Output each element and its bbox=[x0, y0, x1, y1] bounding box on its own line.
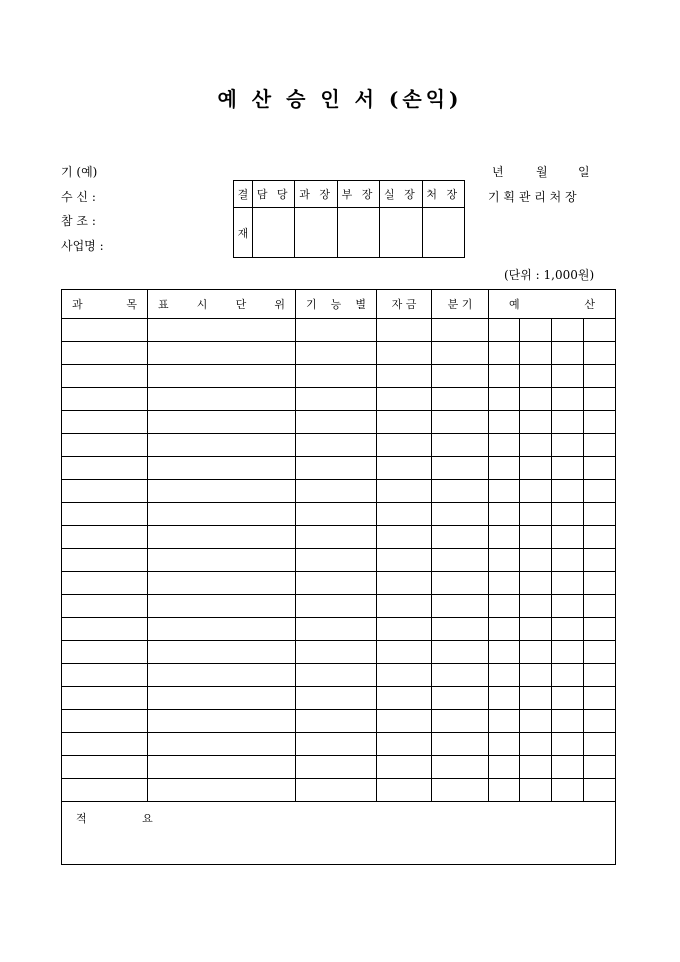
project-name-label: 사업명 : bbox=[61, 239, 104, 253]
table-cell[interactable] bbox=[377, 526, 432, 549]
table-cell[interactable] bbox=[584, 549, 616, 572]
table-cell[interactable] bbox=[520, 365, 552, 388]
approval-box bbox=[233, 180, 465, 258]
table-cell[interactable] bbox=[148, 434, 296, 457]
table-cell[interactable] bbox=[584, 342, 616, 365]
table-cell[interactable] bbox=[296, 457, 377, 480]
planning-manager-label: 기 획 관 리 처 장 bbox=[488, 190, 577, 204]
table-cell[interactable] bbox=[62, 572, 148, 595]
table-cell[interactable] bbox=[62, 365, 148, 388]
table-cell[interactable] bbox=[62, 618, 148, 641]
table-cell[interactable] bbox=[520, 572, 552, 595]
table-cell[interactable] bbox=[552, 388, 584, 411]
table-cell[interactable] bbox=[62, 457, 148, 480]
table-cell[interactable] bbox=[432, 687, 489, 710]
table-cell[interactable] bbox=[489, 457, 520, 480]
table-cell[interactable] bbox=[62, 388, 148, 411]
table-cell[interactable] bbox=[552, 480, 584, 503]
table-cell[interactable] bbox=[432, 342, 489, 365]
table-cell[interactable] bbox=[148, 319, 296, 342]
table-cell[interactable] bbox=[148, 503, 296, 526]
table-cell[interactable] bbox=[296, 733, 377, 756]
table-cell[interactable] bbox=[584, 733, 616, 756]
table-cell[interactable] bbox=[552, 526, 584, 549]
table-cell[interactable] bbox=[62, 641, 148, 664]
table-row bbox=[62, 595, 616, 618]
table-cell[interactable] bbox=[432, 503, 489, 526]
table-cell[interactable] bbox=[148, 365, 296, 388]
table-cell[interactable] bbox=[432, 733, 489, 756]
table-cell[interactable] bbox=[148, 388, 296, 411]
table-cell[interactable] bbox=[552, 710, 584, 733]
table-cell[interactable] bbox=[148, 411, 296, 434]
table-row bbox=[62, 365, 616, 388]
table-cell[interactable] bbox=[552, 503, 584, 526]
table-cell[interactable] bbox=[520, 411, 552, 434]
table-row bbox=[62, 687, 616, 710]
table-cell[interactable] bbox=[296, 756, 377, 779]
table-row bbox=[62, 756, 616, 779]
table-cell[interactable] bbox=[432, 526, 489, 549]
table-cell[interactable] bbox=[377, 733, 432, 756]
approval-header: 과 장 bbox=[295, 181, 337, 208]
table-cell[interactable] bbox=[62, 342, 148, 365]
table-cell[interactable] bbox=[520, 480, 552, 503]
table-cell[interactable] bbox=[62, 756, 148, 779]
table-cell[interactable] bbox=[377, 503, 432, 526]
table-cell[interactable] bbox=[584, 503, 616, 526]
table-cell[interactable] bbox=[296, 526, 377, 549]
table-cell[interactable] bbox=[432, 756, 489, 779]
table-cell[interactable] bbox=[584, 388, 616, 411]
table-row bbox=[62, 503, 616, 526]
table-cell[interactable] bbox=[377, 641, 432, 664]
table-row bbox=[62, 664, 616, 687]
signature-cell[interactable] bbox=[337, 208, 379, 258]
table-cell[interactable] bbox=[520, 434, 552, 457]
table-cell[interactable] bbox=[377, 411, 432, 434]
table-cell[interactable] bbox=[377, 365, 432, 388]
table-cell[interactable] bbox=[552, 549, 584, 572]
table-cell[interactable] bbox=[552, 319, 584, 342]
table-cell[interactable] bbox=[432, 664, 489, 687]
table-cell[interactable] bbox=[148, 526, 296, 549]
signature-cell[interactable] bbox=[295, 208, 337, 258]
signature-cell[interactable] bbox=[253, 208, 295, 258]
table-cell[interactable] bbox=[62, 503, 148, 526]
table-row bbox=[62, 641, 616, 664]
table-cell[interactable] bbox=[62, 595, 148, 618]
table-cell[interactable] bbox=[520, 779, 552, 802]
table-cell[interactable] bbox=[148, 641, 296, 664]
header-function: 기 능 별 bbox=[296, 290, 377, 319]
table-cell[interactable] bbox=[489, 503, 520, 526]
origin-label: 기 (예) bbox=[61, 165, 98, 179]
table-cell[interactable] bbox=[432, 434, 489, 457]
table-cell[interactable] bbox=[489, 342, 520, 365]
table-row bbox=[62, 779, 616, 802]
table-cell[interactable] bbox=[552, 779, 584, 802]
table-cell[interactable] bbox=[377, 480, 432, 503]
month-label: 월 bbox=[536, 165, 548, 179]
table-cell[interactable] bbox=[377, 572, 432, 595]
table-cell[interactable] bbox=[552, 687, 584, 710]
table-cell[interactable] bbox=[296, 618, 377, 641]
approval-side-bottom: 재 bbox=[234, 208, 253, 258]
table-cell[interactable] bbox=[489, 365, 520, 388]
table-cell[interactable] bbox=[584, 687, 616, 710]
table-cell[interactable] bbox=[148, 457, 296, 480]
table-cell[interactable] bbox=[296, 779, 377, 802]
table-cell[interactable] bbox=[296, 319, 377, 342]
table-cell[interactable] bbox=[377, 388, 432, 411]
table-cell[interactable] bbox=[584, 526, 616, 549]
table-cell[interactable] bbox=[520, 710, 552, 733]
reference-label: 참 조 : bbox=[61, 214, 96, 228]
table-cell[interactable] bbox=[62, 733, 148, 756]
table-cell[interactable] bbox=[584, 480, 616, 503]
table-cell[interactable] bbox=[148, 664, 296, 687]
table-cell[interactable] bbox=[148, 710, 296, 733]
table-cell[interactable] bbox=[296, 664, 377, 687]
table-cell[interactable] bbox=[377, 779, 432, 802]
header-display-unit: 표 시 단 위 bbox=[148, 290, 296, 319]
table-cell[interactable] bbox=[584, 457, 616, 480]
table-cell[interactable] bbox=[432, 595, 489, 618]
table-cell[interactable] bbox=[552, 733, 584, 756]
approval-header: 담 당 bbox=[253, 181, 295, 208]
table-cell[interactable] bbox=[296, 687, 377, 710]
table-cell[interactable] bbox=[148, 342, 296, 365]
table-cell[interactable] bbox=[584, 779, 616, 802]
table-row bbox=[62, 319, 616, 342]
table-cell[interactable] bbox=[489, 388, 520, 411]
table-cell[interactable] bbox=[62, 526, 148, 549]
table-cell[interactable] bbox=[296, 365, 377, 388]
table-cell[interactable] bbox=[520, 687, 552, 710]
table-cell[interactable] bbox=[432, 641, 489, 664]
table-cell[interactable] bbox=[148, 595, 296, 618]
table-cell[interactable] bbox=[296, 710, 377, 733]
table-cell[interactable] bbox=[489, 434, 520, 457]
table-cell[interactable] bbox=[432, 411, 489, 434]
table-header-row bbox=[62, 290, 616, 319]
table-cell[interactable] bbox=[62, 319, 148, 342]
table-cell[interactable] bbox=[489, 618, 520, 641]
table-cell[interactable] bbox=[377, 457, 432, 480]
table-cell[interactable] bbox=[584, 319, 616, 342]
table-cell[interactable] bbox=[148, 687, 296, 710]
approval-header: 실 장 bbox=[380, 181, 422, 208]
table-row bbox=[62, 526, 616, 549]
table-cell[interactable] bbox=[432, 618, 489, 641]
table-row bbox=[62, 411, 616, 434]
table-cell[interactable] bbox=[489, 549, 520, 572]
table-row bbox=[62, 618, 616, 641]
table-cell[interactable] bbox=[432, 779, 489, 802]
table-cell[interactable] bbox=[584, 710, 616, 733]
table-row bbox=[62, 572, 616, 595]
table-cell[interactable] bbox=[552, 342, 584, 365]
table-cell[interactable] bbox=[584, 595, 616, 618]
table-cell[interactable] bbox=[377, 434, 432, 457]
table-cell[interactable] bbox=[296, 480, 377, 503]
header-quarter: 분 기 bbox=[432, 290, 489, 319]
table-cell[interactable] bbox=[377, 710, 432, 733]
table-cell[interactable] bbox=[296, 388, 377, 411]
table-cell[interactable] bbox=[62, 664, 148, 687]
table-cell[interactable] bbox=[432, 710, 489, 733]
table-cell[interactable] bbox=[552, 572, 584, 595]
table-cell[interactable] bbox=[520, 388, 552, 411]
table-cell[interactable] bbox=[552, 756, 584, 779]
table-cell[interactable] bbox=[432, 457, 489, 480]
year-label: 년 bbox=[492, 165, 504, 179]
table-cell[interactable] bbox=[584, 572, 616, 595]
table-cell[interactable] bbox=[489, 664, 520, 687]
table-cell[interactable] bbox=[489, 480, 520, 503]
recipient-label: 수 신 : bbox=[61, 190, 96, 204]
table-cell[interactable] bbox=[377, 319, 432, 342]
table-cell[interactable] bbox=[520, 549, 552, 572]
table-row bbox=[62, 549, 616, 572]
table-cell[interactable] bbox=[552, 457, 584, 480]
day-label: 일 bbox=[578, 165, 590, 179]
table-cell[interactable] bbox=[489, 572, 520, 595]
table-cell[interactable] bbox=[489, 319, 520, 342]
approval-side-top: 결 bbox=[234, 181, 253, 208]
unit-note: (단위 : 1,000원) bbox=[504, 268, 595, 282]
table-cell[interactable] bbox=[489, 687, 520, 710]
table-cell[interactable] bbox=[62, 779, 148, 802]
table-row bbox=[62, 457, 616, 480]
table-cell[interactable] bbox=[296, 434, 377, 457]
approval-header: 부 장 bbox=[337, 181, 379, 208]
table-cell[interactable] bbox=[520, 756, 552, 779]
table-row bbox=[62, 342, 616, 365]
table-cell[interactable] bbox=[552, 618, 584, 641]
table-cell[interactable] bbox=[296, 595, 377, 618]
table-cell[interactable] bbox=[489, 411, 520, 434]
table-cell[interactable] bbox=[377, 756, 432, 779]
table-cell[interactable] bbox=[148, 779, 296, 802]
table-cell[interactable] bbox=[62, 549, 148, 572]
table-cell[interactable] bbox=[520, 457, 552, 480]
table-cell[interactable] bbox=[520, 664, 552, 687]
table-cell[interactable] bbox=[377, 687, 432, 710]
table-cell[interactable] bbox=[520, 595, 552, 618]
table-row bbox=[62, 388, 616, 411]
table-cell[interactable] bbox=[552, 411, 584, 434]
table-row bbox=[62, 733, 616, 756]
table-cell[interactable] bbox=[148, 572, 296, 595]
table-cell[interactable] bbox=[489, 641, 520, 664]
table-cell[interactable] bbox=[62, 687, 148, 710]
page-title: 예 산 승 인 서 (손익) bbox=[217, 87, 463, 111]
table-cell[interactable] bbox=[432, 365, 489, 388]
table-cell[interactable] bbox=[377, 595, 432, 618]
table-cell[interactable] bbox=[489, 779, 520, 802]
table-cell[interactable] bbox=[552, 595, 584, 618]
table-cell[interactable] bbox=[148, 480, 296, 503]
table-cell[interactable] bbox=[296, 641, 377, 664]
table-cell[interactable] bbox=[552, 664, 584, 687]
table-row bbox=[62, 710, 616, 733]
table-cell[interactable] bbox=[148, 549, 296, 572]
table-cell[interactable] bbox=[520, 342, 552, 365]
header-funds: 자 금 bbox=[377, 290, 432, 319]
table-cell[interactable] bbox=[377, 664, 432, 687]
table-cell[interactable] bbox=[377, 618, 432, 641]
table-cell[interactable] bbox=[584, 664, 616, 687]
table-cell[interactable] bbox=[62, 710, 148, 733]
table-cell[interactable] bbox=[296, 411, 377, 434]
table-cell[interactable] bbox=[584, 618, 616, 641]
table-cell[interactable] bbox=[584, 756, 616, 779]
table-cell[interactable] bbox=[489, 733, 520, 756]
table-cell[interactable] bbox=[489, 710, 520, 733]
table-cell[interactable] bbox=[520, 733, 552, 756]
table-cell[interactable] bbox=[296, 342, 377, 365]
table-cell[interactable] bbox=[148, 618, 296, 641]
table-cell[interactable] bbox=[432, 319, 489, 342]
memo-label: 적 요 bbox=[76, 812, 179, 825]
table-row bbox=[62, 480, 616, 503]
table-cell[interactable] bbox=[584, 411, 616, 434]
signature-cell[interactable] bbox=[380, 208, 422, 258]
table-cell[interactable] bbox=[432, 480, 489, 503]
table-cell[interactable] bbox=[489, 526, 520, 549]
approval-header: 처 장 bbox=[422, 181, 464, 208]
table-cell[interactable] bbox=[432, 549, 489, 572]
table-cell[interactable] bbox=[520, 526, 552, 549]
table-cell[interactable] bbox=[520, 503, 552, 526]
signature-cell[interactable] bbox=[422, 208, 464, 258]
table-cell[interactable] bbox=[148, 733, 296, 756]
table-cell[interactable] bbox=[489, 756, 520, 779]
table-cell[interactable] bbox=[552, 641, 584, 664]
table-cell[interactable] bbox=[148, 756, 296, 779]
table-cell[interactable] bbox=[62, 480, 148, 503]
table-cell[interactable] bbox=[62, 411, 148, 434]
table-cell[interactable] bbox=[552, 365, 584, 388]
table-row bbox=[62, 434, 616, 457]
memo-cell[interactable] bbox=[62, 802, 616, 865]
table-cell[interactable] bbox=[296, 503, 377, 526]
table-cell[interactable] bbox=[62, 434, 148, 457]
table-cell[interactable] bbox=[296, 549, 377, 572]
budget-table bbox=[61, 289, 616, 865]
table-cell[interactable] bbox=[552, 434, 584, 457]
table-cell[interactable] bbox=[520, 641, 552, 664]
table-cell[interactable] bbox=[584, 434, 616, 457]
table-cell[interactable] bbox=[520, 319, 552, 342]
table-cell[interactable] bbox=[489, 595, 520, 618]
table-cell[interactable] bbox=[296, 572, 377, 595]
table-cell[interactable] bbox=[432, 572, 489, 595]
table-cell[interactable] bbox=[584, 365, 616, 388]
table-cell[interactable] bbox=[520, 618, 552, 641]
table-cell[interactable] bbox=[584, 641, 616, 664]
header-account: 과 목 bbox=[62, 290, 148, 319]
table-cell[interactable] bbox=[432, 388, 489, 411]
table-cell[interactable] bbox=[377, 549, 432, 572]
header-budget: 예 산 bbox=[489, 290, 616, 319]
table-cell[interactable] bbox=[377, 342, 432, 365]
